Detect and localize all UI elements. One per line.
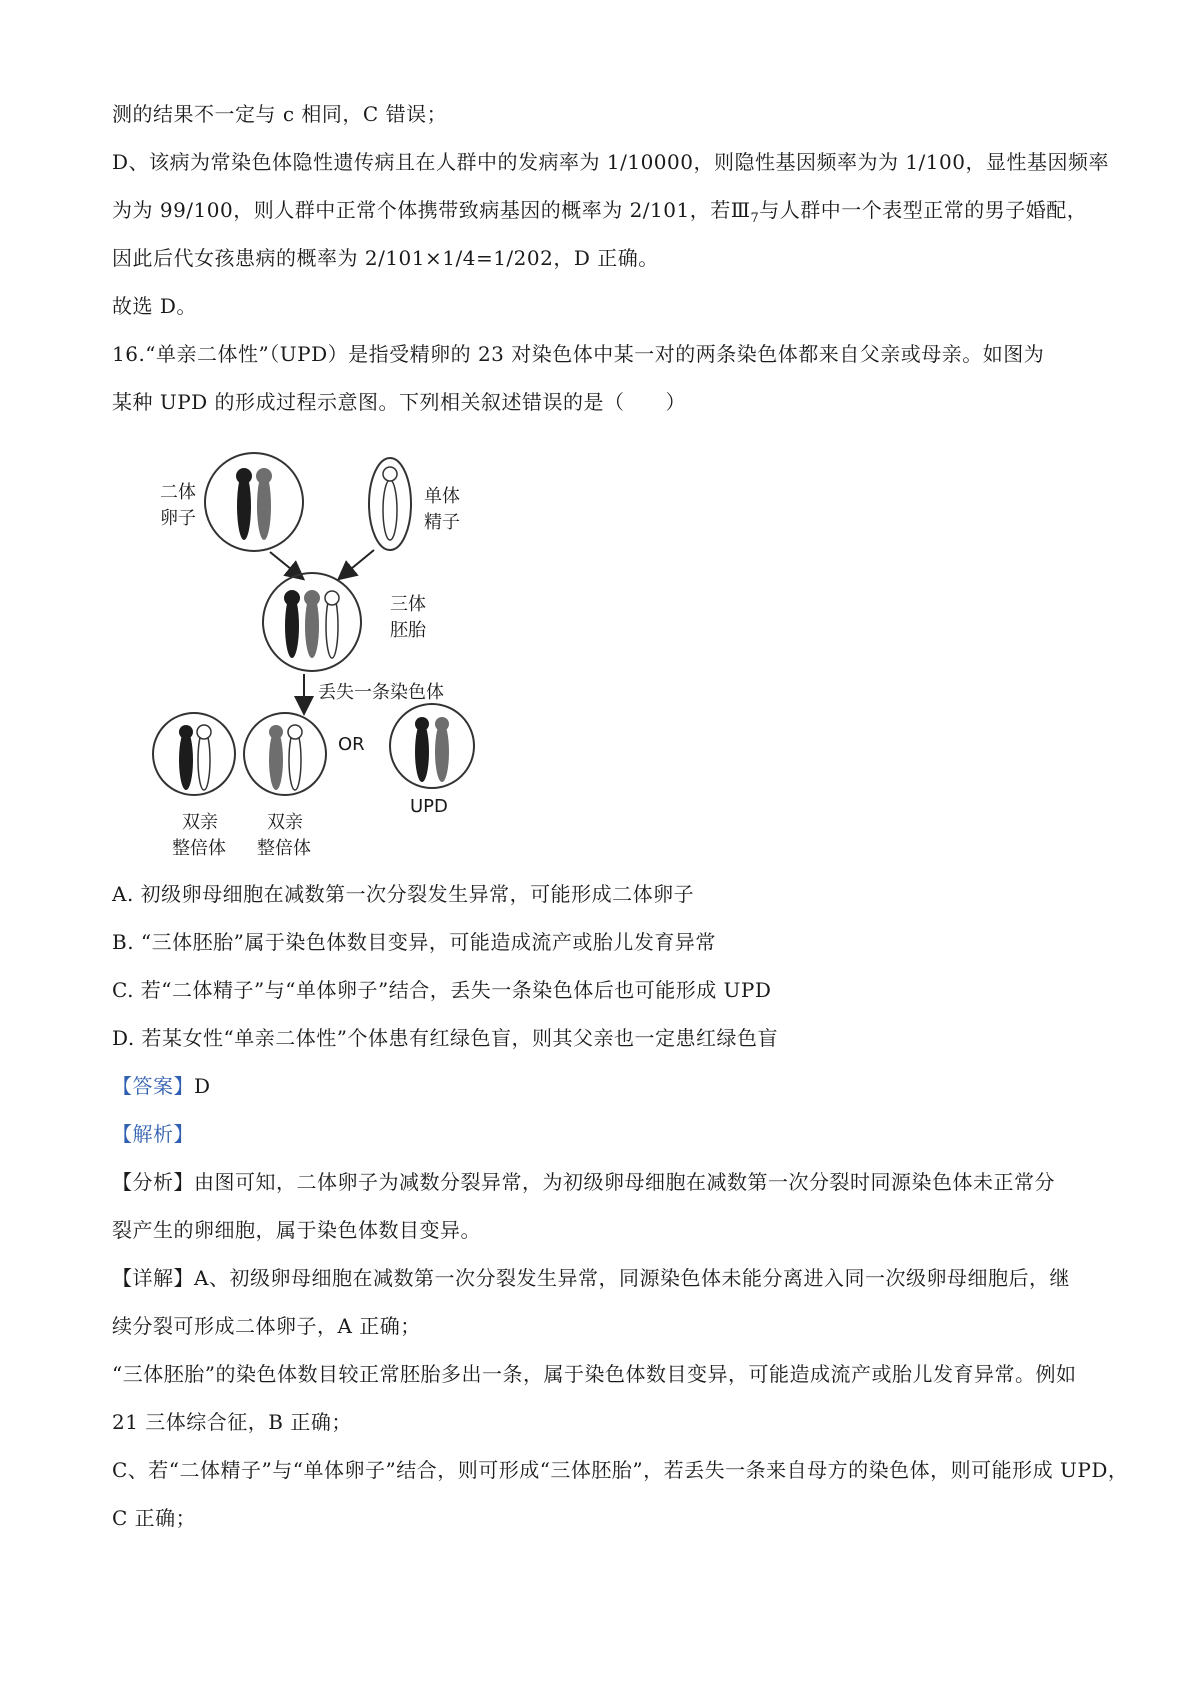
monoploid-sperm-cell	[369, 458, 411, 550]
text-line: 测的结果不一定与 c 相同，C 错误；	[112, 102, 448, 126]
upd-cell	[390, 704, 474, 788]
arrow	[340, 550, 374, 578]
text-line: D、该病为常染色体隐性遗传病且在人群中的发病率为 1/10000，则隐性基因频率为为 1/100，显性基因频率	[112, 150, 1109, 174]
lose-chromosome-label: 丢失一条染色体	[318, 682, 444, 703]
diploid-egg-cell	[205, 453, 303, 551]
detail-text: C、若“二体精子”与“单体卵子”结合，则可形成“三体胚胎”，若丢失一条来自母方的染色体，则可能形成 UPD，	[112, 1458, 1129, 1482]
answer-value: D	[194, 1074, 211, 1098]
upd-label: UPD	[410, 796, 448, 817]
biparental-euploid-cell	[244, 713, 326, 795]
subscript: 7	[750, 211, 760, 226]
result-label: 整倍体	[257, 838, 311, 859]
text-line	[112, 196, 1087, 233]
detail-text: “三体胚胎”的染色体数目较正常胚胎多出一条，属于染色体数目变异，可能造成流产或胎儿发育异常。例如	[112, 1362, 1077, 1386]
text-line: 故选 D。	[112, 294, 197, 318]
diploid-egg-label: 卵子	[160, 508, 196, 529]
or-label: OR	[338, 734, 365, 755]
detail-text: 续分裂可形成二体卵子，A 正确；	[112, 1314, 421, 1338]
answer-line	[112, 1072, 211, 1100]
detail-text: 21 三体综合征，B 正确；	[112, 1410, 352, 1434]
detail-text: 【详解】A、初级卵母细胞在减数第一次分裂发生异常，同源染色体未能分离进入同一次级卵母细胞后，继	[112, 1266, 1070, 1290]
result-label: 双亲	[267, 812, 303, 833]
upd-diagram	[152, 450, 532, 860]
analysis-text: 裂产生的卵细胞，属于染色体数目变异。	[112, 1218, 481, 1242]
trisomy-embryo-label: 胚胎	[390, 620, 426, 641]
trisomy-embryo-label: 三体	[390, 594, 426, 615]
text-line: 因此后代女孩患病的概率为 2/101×1/4=1/202，D 正确。	[112, 246, 659, 270]
diploid-egg-label: 二体	[160, 482, 196, 503]
biparental-euploid-cell	[153, 713, 235, 795]
answer-tag: 【答案】	[112, 1074, 194, 1098]
question-stem: 某种 UPD 的形成过程示意图。下列相关叙述错误的是（ ）	[112, 390, 687, 414]
text-segment: 与人群中一个表型正常的男子婚配，	[759, 198, 1088, 222]
arrow	[270, 552, 302, 578]
monoploid-sperm-label: 精子	[424, 512, 460, 533]
option-c: C. 若“二体精子”与“单体卵子”结合，丢失一条染色体后也可能形成 UPD	[112, 978, 772, 1002]
analysis-heading: 【解析】	[112, 1122, 194, 1146]
option-a: A. 初级卵母细胞在减数第一次分裂发生异常，可能形成二体卵子	[112, 882, 695, 906]
monoploid-sperm-label: 单体	[424, 486, 460, 507]
option-b: B. “三体胚胎”属于染色体数目变异，可能造成流产或胎儿发育异常	[112, 930, 716, 954]
detail-text: C 正确；	[112, 1506, 197, 1530]
trisomy-embryo-cell	[263, 573, 361, 671]
option-d: D. 若某女性“单亲二体性”个体患有红绿色盲，则其父亲也一定患红绿色盲	[112, 1026, 778, 1050]
result-label: 整倍体	[172, 838, 226, 859]
question-stem: 16.“单亲二体性”（UPD）是指受精卵的 23 对染色体中某一对的两条染色体都来自父亲或母亲。如图为	[112, 342, 1045, 366]
result-label: 双亲	[182, 812, 218, 833]
analysis-text: 【分析】由图可知，二体卵子为减数分裂异常，为初级卵母细胞在减数第一次分裂时同源染色体未正常分	[112, 1170, 1055, 1194]
text-segment: 为为 99/100，则人群中正常个体携带致病基因的概率为 2/101，若Ⅲ	[112, 198, 751, 222]
